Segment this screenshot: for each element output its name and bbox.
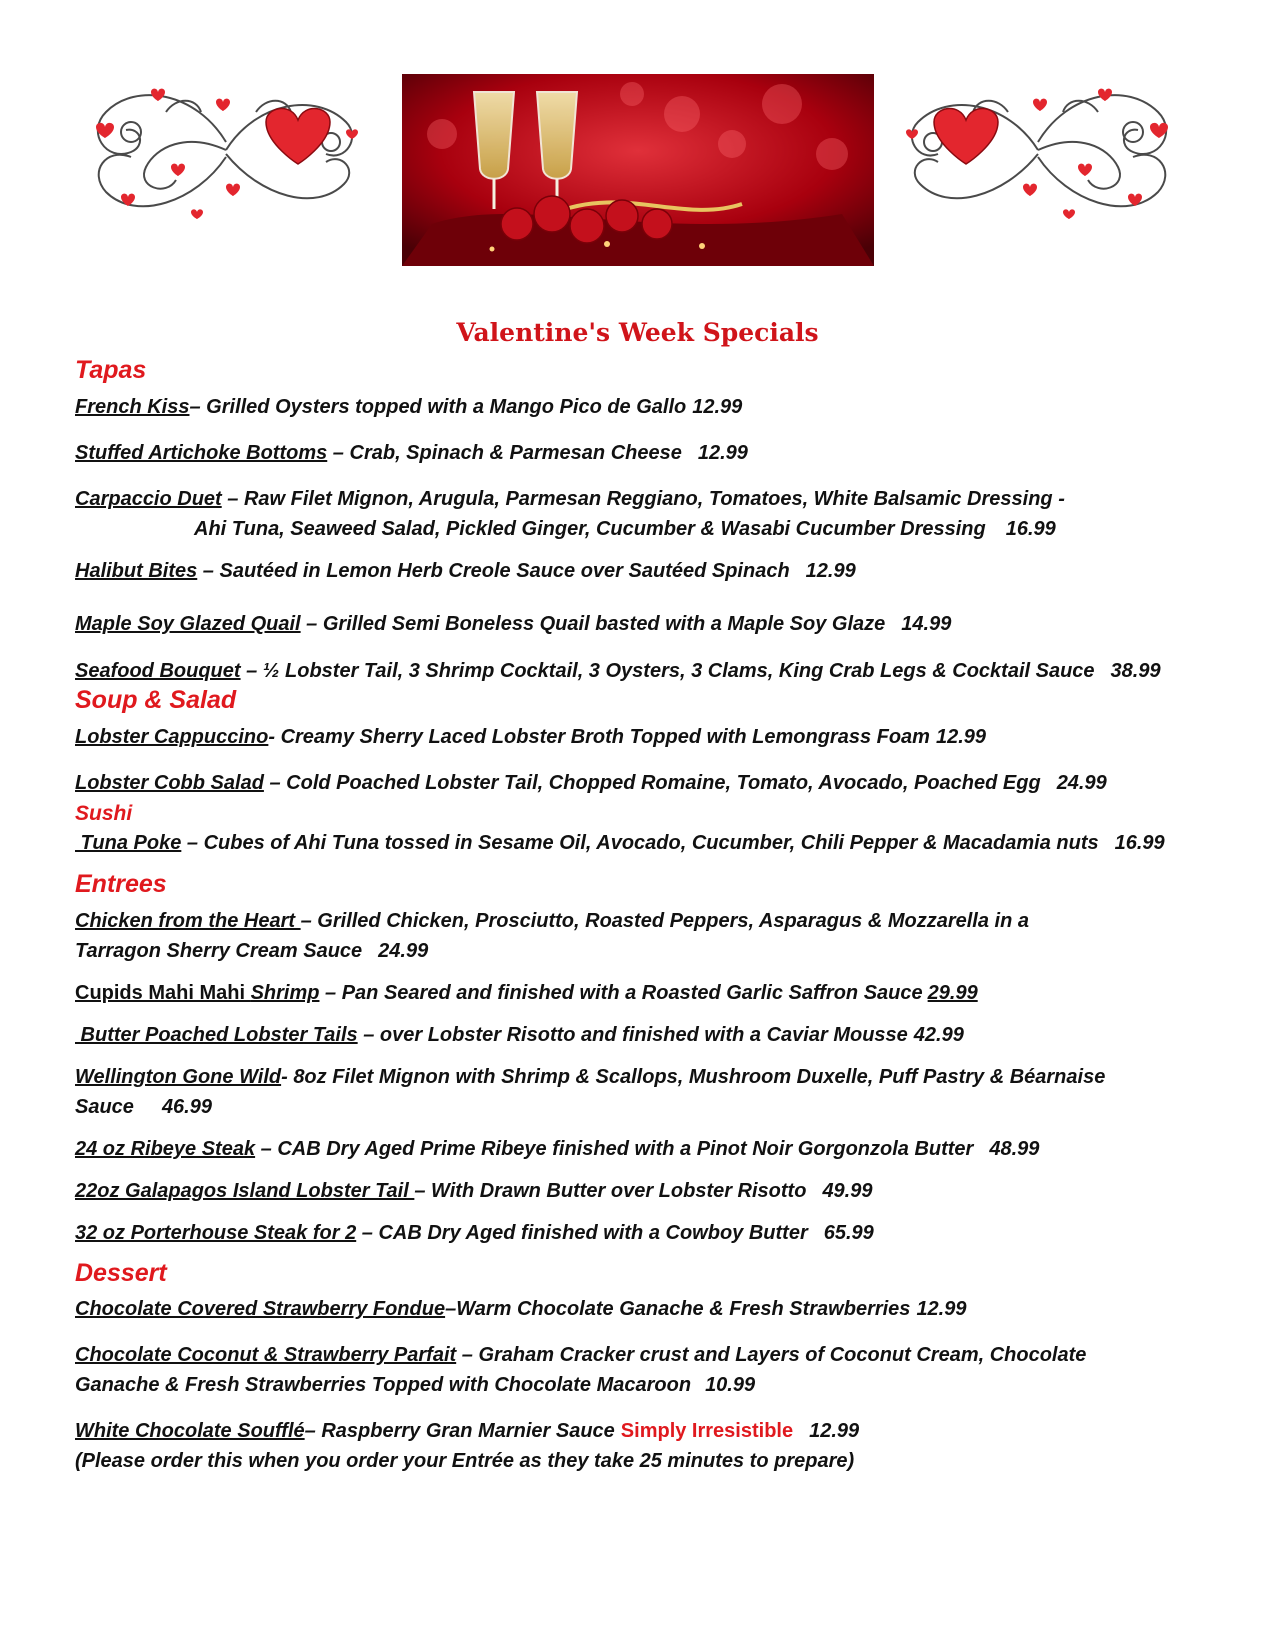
- section-heading-sushi: Sushi: [75, 802, 133, 825]
- item-name: Carpaccio Duet: [75, 488, 222, 510]
- item-price: 38.99: [1110, 660, 1161, 682]
- page-title: Valentine's Week Specials: [456, 318, 819, 347]
- heart-swirl-ornament-right: [888, 72, 1188, 232]
- item-description: Raspberry Gran Marnier Sauce: [321, 1420, 615, 1442]
- item-description: over Lobster Risotto and finished with a Caviar Mousse: [379, 1024, 908, 1046]
- item-description: Ganache & Fresh Strawberries Topped with Chocolate Macaroon: [75, 1374, 692, 1396]
- item-description: CAB Dry Aged finished with a Cowboy Butter: [378, 1222, 808, 1244]
- item-description: Creamy Sherry Laced Lobster Broth Topped with Lemongrass Foam: [280, 726, 930, 748]
- menu-item-cupids-mahi-mahi: [75, 982, 978, 1005]
- item-separator: –: [181, 832, 204, 854]
- item-price: 12.99: [809, 1420, 860, 1442]
- item-separator: –: [255, 1138, 278, 1160]
- item-description: Ahi Tuna, Seaweed Salad, Pickled Ginger, Cucumber & Wasabi Cucumber Dressing: [194, 518, 986, 540]
- menu-item-butter-poached-lobster: [75, 1024, 964, 1047]
- item-description: Raw Filet Mignon, Arugula, Parmesan Reggiano, Tomatoes, White Balsamic Dressing -: [243, 488, 1065, 510]
- item-description: Grilled Semi Boneless Quail basted with a Maple Soy Glaze: [322, 613, 886, 635]
- menu-item-wellington-gone-wild-line2: [75, 1096, 212, 1119]
- item-price: 10.99: [705, 1374, 756, 1396]
- item-separator: –: [414, 1180, 432, 1202]
- item-description: With Drawn Butter over Lobster Risotto: [431, 1180, 807, 1202]
- item-name-part-b: Shrimp: [250, 982, 320, 1004]
- item-name: Halibut Bites: [75, 560, 198, 582]
- item-description: 8oz Filet Mignon with Shrimp & Scallops, Mushroom Duxelle, Puff Pastry & Béarnaise: [293, 1066, 1106, 1088]
- item-name: 32 oz Porterhouse Steak for 2: [75, 1222, 357, 1244]
- item-description: Grilled Chicken, Prosciutto, Roasted Peppers, Asparagus & Mozzarella in a: [317, 910, 1029, 932]
- item-separator: –: [327, 442, 350, 464]
- item-description: Graham Cracker crust and Layers of Coconut Cream, Chocolate: [478, 1344, 1087, 1366]
- item-name: Lobster Cobb Salad: [75, 772, 264, 794]
- item-price: 24.99: [378, 940, 429, 962]
- item-separator: -: [281, 1066, 294, 1088]
- menu-item-carpaccio-duet-line2: [194, 518, 1056, 541]
- item-description: Cubes of Ahi Tuna tossed in Sesame Oil, Avocado, Cucumber, Chili Pepper & Macadamia nuts: [203, 832, 1099, 854]
- item-name: Tuna Poke: [75, 832, 182, 854]
- menu-item-white-chocolate-souffle: [75, 1420, 859, 1443]
- item-separator: –: [356, 1222, 379, 1244]
- item-description: Sauce: [75, 1096, 134, 1118]
- item-separator: –: [357, 1024, 380, 1046]
- item-name: Wellington Gone Wild: [75, 1066, 282, 1088]
- item-name: French Kiss: [75, 396, 190, 418]
- menu-item-strawberry-fondue: [75, 1298, 967, 1321]
- item-description: CAB Dry Aged Prime Ribeye finished with a Pinot Noir Gorgonzola Butter: [277, 1138, 974, 1160]
- item-price: 65.99: [823, 1222, 874, 1244]
- item-price: 49.99: [822, 1180, 873, 1202]
- item-description: Tarragon Sherry Cream Sauce: [75, 940, 363, 962]
- item-price: 48.99: [989, 1138, 1040, 1160]
- item-price: 16.99: [1005, 518, 1056, 540]
- menu-item-chicken-from-the-heart-line2: [75, 940, 428, 963]
- menu-item-chicken-from-the-heart: [75, 910, 1029, 933]
- item-price: 29.99: [927, 982, 978, 1004]
- item-name: White Chocolate Soufflé: [75, 1420, 305, 1442]
- item-price: 12.99: [697, 442, 748, 464]
- menu-item-lobster-cobb-salad: [75, 772, 1107, 795]
- section-heading-soup-salad: Soup & Salad: [75, 686, 237, 714]
- menu-item-tuna-poke: [75, 832, 1165, 855]
- item-price: 12.99: [916, 1298, 967, 1320]
- item-separator: -: [268, 726, 281, 748]
- champagne-roses-photo: [402, 74, 874, 266]
- menu-item-seafood-bouquet: [75, 660, 1161, 683]
- item-description: Pan Seared and finished with a Roasted Garlic Saffron Sauce: [341, 982, 923, 1004]
- menu-item-coconut-strawberry-parfait: [75, 1344, 1086, 1367]
- item-price: 24.99: [1056, 772, 1107, 794]
- item-price: 16.99: [1114, 832, 1165, 854]
- item-separator: –: [263, 772, 287, 794]
- item-separator: –: [221, 488, 244, 510]
- item-description: ½ Lobster Tail, 3 Shrimp Cocktail, 3 Oysters, 3 Clams, King Crab Legs & Cocktail Sauce: [262, 660, 1095, 682]
- section-heading-dessert: Dessert: [75, 1259, 167, 1287]
- item-separator: –: [197, 560, 220, 582]
- menu-item-lobster-cappuccino: [75, 726, 986, 749]
- item-price: 42.99: [913, 1024, 964, 1046]
- item-separator: –: [319, 982, 342, 1004]
- item-name: 22oz Galapagos Island Lobster Tail: [75, 1180, 415, 1202]
- item-name: Stuffed Artichoke Bottoms: [75, 442, 328, 464]
- item-price: 14.99: [901, 613, 952, 635]
- item-price: 12.99: [692, 396, 743, 418]
- item-name: Maple Soy Glazed Quail: [75, 613, 301, 635]
- menu-item-carpaccio-duet: [75, 488, 1065, 511]
- item-description: Sautéed in Lemon Herb Creole Sauce over Sautéed Spinach: [219, 560, 790, 582]
- item-price: 46.99: [161, 1096, 212, 1118]
- item-name: Chicken from the Heart: [75, 910, 301, 932]
- header-artwork: [0, 72, 1275, 272]
- item-price: 12.99: [805, 560, 856, 582]
- item-separator: –: [300, 613, 323, 635]
- menu-item-halibut-bites: [75, 560, 856, 583]
- menu-item-galapagos-lobster-tail: [75, 1180, 873, 1203]
- item-price: 12.99: [935, 726, 987, 748]
- item-name-part-a: Cupids Mahi Mahi: [75, 982, 251, 1004]
- item-name: Chocolate Covered Strawberry Fondue: [75, 1298, 446, 1320]
- item-name: 24 oz Ribeye Steak: [75, 1138, 256, 1160]
- item-name: Lobster Cappuccino: [75, 726, 269, 748]
- item-separator: –: [300, 910, 318, 932]
- item-description: Warm Chocolate Ganache & Fresh Strawberries: [456, 1298, 911, 1320]
- section-heading-entrees: Entrees: [75, 870, 167, 898]
- menu-item-french-kiss: [75, 396, 742, 419]
- item-separator: –: [304, 1420, 322, 1442]
- menu-item-wellington-gone-wild: [75, 1066, 1105, 1089]
- menu-item-stuffed-artichoke: [75, 442, 748, 465]
- menu-item-porterhouse-steak: [75, 1222, 874, 1245]
- item-description: Cold Poached Lobster Tail, Chopped Romaine, Tomato, Avocado, Poached Egg: [286, 772, 1041, 794]
- menu-item-ribeye-steak: [75, 1138, 1039, 1161]
- menu-item-coconut-strawberry-parfait-line2: [75, 1374, 755, 1397]
- heart-swirl-ornament-left: [76, 72, 376, 232]
- item-description: Grilled Oysters topped with a Mango Pico de Gallo: [206, 396, 687, 418]
- item-name: Butter Poached Lobster Tails: [75, 1024, 358, 1046]
- item-separator: –: [456, 1344, 479, 1366]
- item-name: Chocolate Coconut & Strawberry Parfait: [75, 1344, 457, 1366]
- item-separator: –: [189, 396, 207, 418]
- item-separator: –: [445, 1298, 457, 1320]
- item-description: Crab, Spinach & Parmesan Cheese: [349, 442, 682, 464]
- item-highlight: Simply Irresistible: [620, 1420, 794, 1442]
- section-heading-tapas: Tapas: [75, 356, 147, 384]
- menu-item-maple-soy-quail: [75, 613, 951, 636]
- item-name: Seafood Bouquet: [75, 660, 241, 682]
- menu-item-souffle-note: (Please order this when you order your Entrée as they take 25 minutes to prepare): [75, 1450, 855, 1472]
- item-separator: –: [240, 660, 263, 682]
